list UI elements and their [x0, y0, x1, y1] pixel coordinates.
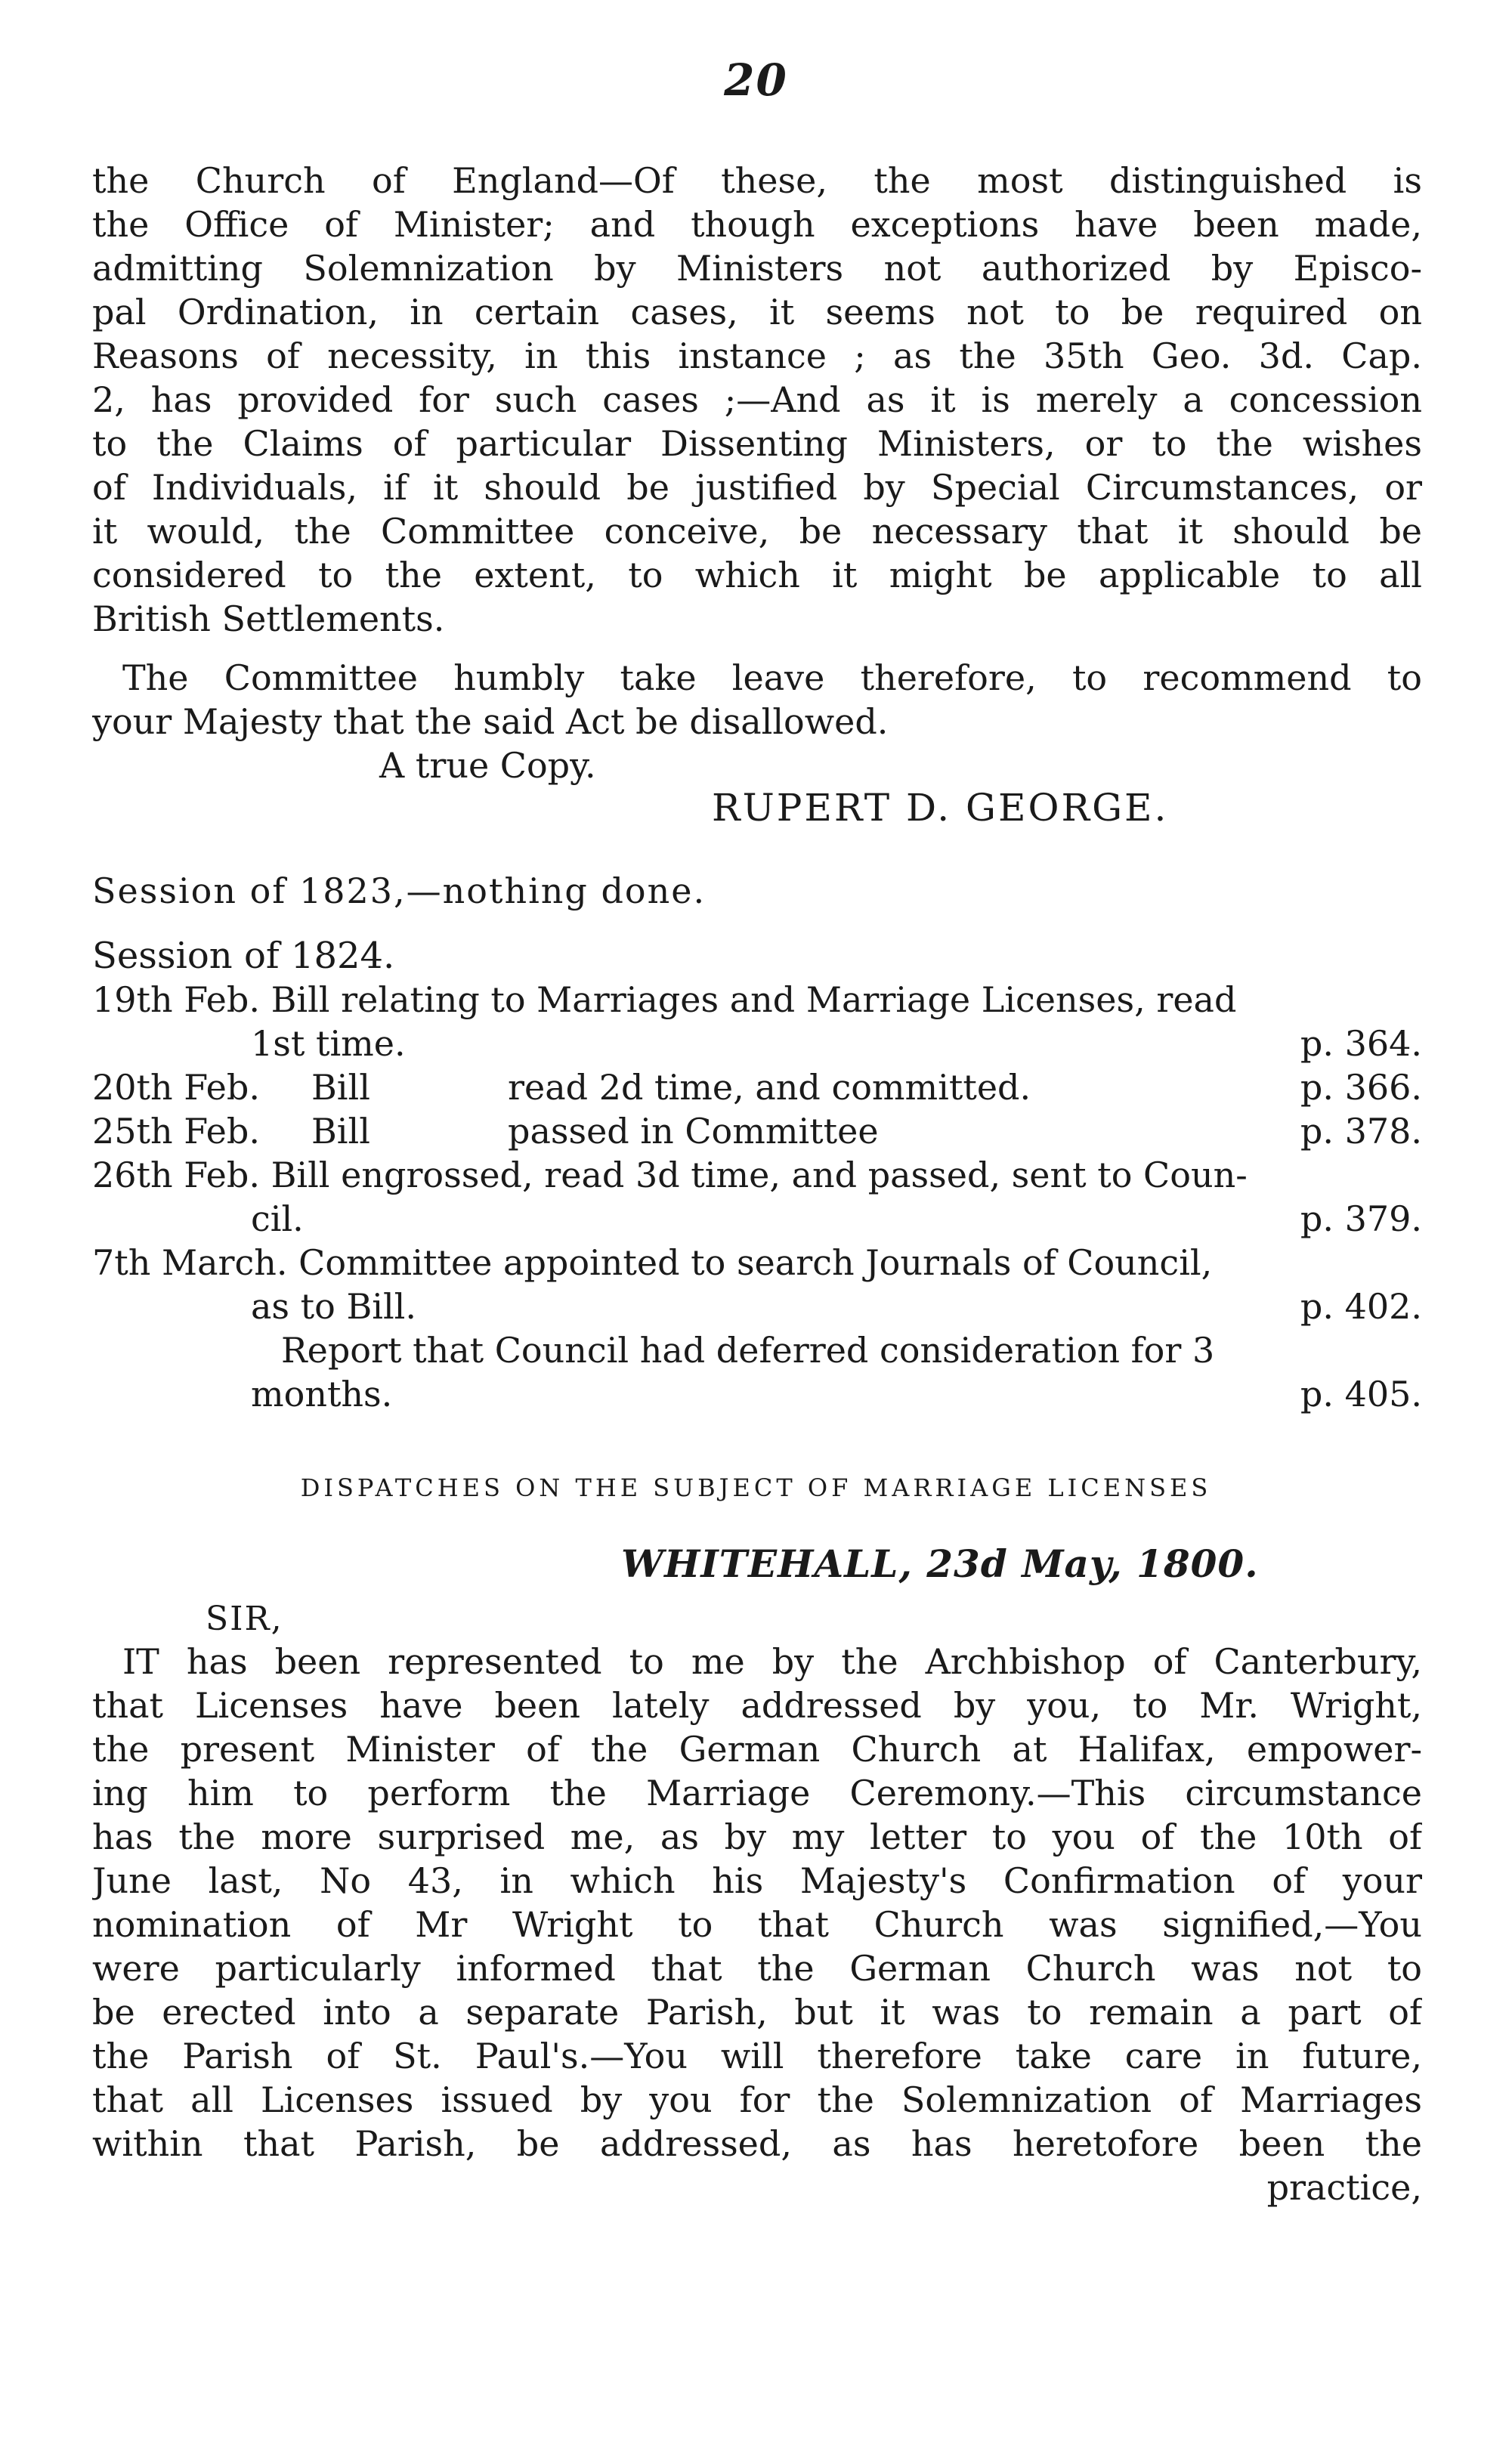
report-line: considered to the extent, to which it might be applicable to all: [92, 555, 1422, 595]
letter-line: were particularly informed that the German Church was not to: [92, 1948, 1422, 1989]
page-reference: p. 378.: [1300, 1111, 1422, 1152]
entry-text: as to Bill.: [251, 1286, 417, 1327]
letter-line: the present Minister of the German Church at Halifax, empower-: [92, 1729, 1422, 1770]
letter-line: the Parish of St. Paul's.—You will therefore take care in future,: [92, 2036, 1422, 2076]
committee-recommendation: [92, 656, 1422, 747]
entry-text: 7th March. Committee appointed to search Journals of Council,: [92, 1242, 1213, 1283]
entry-text: 19th Feb. Bill relating to Marriages and Marriage Licenses, read: [92, 979, 1237, 1020]
entry-subject: Bill: [311, 1111, 370, 1152]
report-line: 2, has provided for such cases ;—And as it is merely a concession: [92, 379, 1422, 420]
page-reference: p. 379.: [1300, 1198, 1422, 1239]
report-line: the Office of Minister; and though exceptions have been made,: [92, 204, 1422, 245]
entry-action: passed in Committee: [508, 1111, 879, 1152]
true-copy: A true Copy.: [379, 745, 596, 786]
letter-line: has the more surprised me, as by my letter to you of the 10th of: [92, 1816, 1422, 1857]
dispatch-salutation: SIR,: [206, 1600, 283, 1638]
journal-entry: [92, 1109, 1422, 1153]
dispatch-letter: [92, 1640, 1422, 2214]
report-line: the Church of England—Of these, the most distinguished is: [92, 160, 1422, 201]
true-copy-block: [92, 744, 1422, 789]
report-line: British Settlements.: [92, 598, 445, 639]
report-line: of Individuals, if it should be justified by Special Circumstances, or: [92, 467, 1422, 508]
session-1823: Session of 1823,—nothing done.: [92, 870, 707, 911]
entry-action: read 2d time, and committed.: [508, 1067, 1031, 1108]
recommendation-line: your Majesty that the said Act be disallowed.: [92, 701, 889, 742]
page-reference: p. 402.: [1300, 1286, 1422, 1327]
letter-line: within that Parish, be addressed, as has heretofore been the: [92, 2123, 1422, 2164]
report-line: Reasons of necessity, in this instance ; as the 35th Geo. 3d. Cap.: [92, 335, 1422, 376]
journal-entry: [92, 1328, 1422, 1416]
session-1824-heading: Session of 1824.: [92, 935, 395, 977]
letter-line: be erected into a separate Parish, but it was to remain a part of: [92, 1992, 1422, 2033]
page-reference: p. 366.: [1300, 1067, 1422, 1108]
dispatch-dateline: WHITEHALL, 23d May, 1800.: [621, 1541, 1259, 1586]
entry-text: 26th Feb. Bill engrossed, read 3d time, and passed, sent to Coun-: [92, 1155, 1248, 1195]
letter-line: that all Licenses issued by you for the Solemnization of Marriages: [92, 2079, 1422, 2120]
entry-date: 20th Feb.: [92, 1067, 260, 1108]
letter-line: nomination of Mr Wright to that Church was signified,—You: [92, 1904, 1422, 1945]
page-reference: p. 364.: [1300, 1023, 1422, 1064]
page-reference: p. 405.: [1300, 1374, 1422, 1414]
letter-line: June last, No 43, in which his Majesty's Confirmation of your: [92, 1860, 1422, 1901]
page-number: 20: [724, 54, 788, 106]
report-line: admitting Solemnization by Ministers not authorized by Episco-: [92, 248, 1422, 289]
report-line: it would, the Committee conceive, be necessary that it should be: [92, 511, 1422, 552]
entry-text: cil.: [251, 1198, 304, 1239]
entry-date: 25th Feb.: [92, 1111, 260, 1152]
journal-entry: [92, 1065, 1422, 1109]
committee-report: [92, 159, 1422, 688]
signature: RUPERT D. GEORGE.: [712, 786, 1169, 830]
letter-line: that Licenses have been lately addressed by you, to Mr. Wright,: [92, 1685, 1422, 1726]
journal-entry: [92, 978, 1422, 1065]
entry-text: Report that Council had deferred consideration for 3: [281, 1330, 1215, 1371]
dispatches-heading: DISPATCHES ON THE SUBJECT OF MARRIAGE LICENSES: [300, 1473, 1212, 1502]
recommendation-line: The Committee humbly take leave therefore, to recommend to: [122, 657, 1422, 698]
letter-catchword: practice,: [1266, 2167, 1422, 2208]
letter-line: IT has been represented to me by the Archbishop of Canterbury,: [122, 1641, 1422, 1682]
journal-entry: [92, 1241, 1422, 1328]
entry-text: 1st time.: [251, 1023, 406, 1064]
journal-entry: [92, 1153, 1422, 1241]
report-line: pal Ordination, in certain cases, it seems not to be required on: [92, 292, 1422, 332]
entry-text: months.: [251, 1374, 393, 1414]
entry-subject: Bill: [311, 1067, 370, 1108]
letter-line: ing him to perform the Marriage Ceremony.—This circumstance: [92, 1773, 1422, 1813]
report-line: to the Claims of particular Dissenting Ministers, or to the wishes: [92, 423, 1422, 464]
